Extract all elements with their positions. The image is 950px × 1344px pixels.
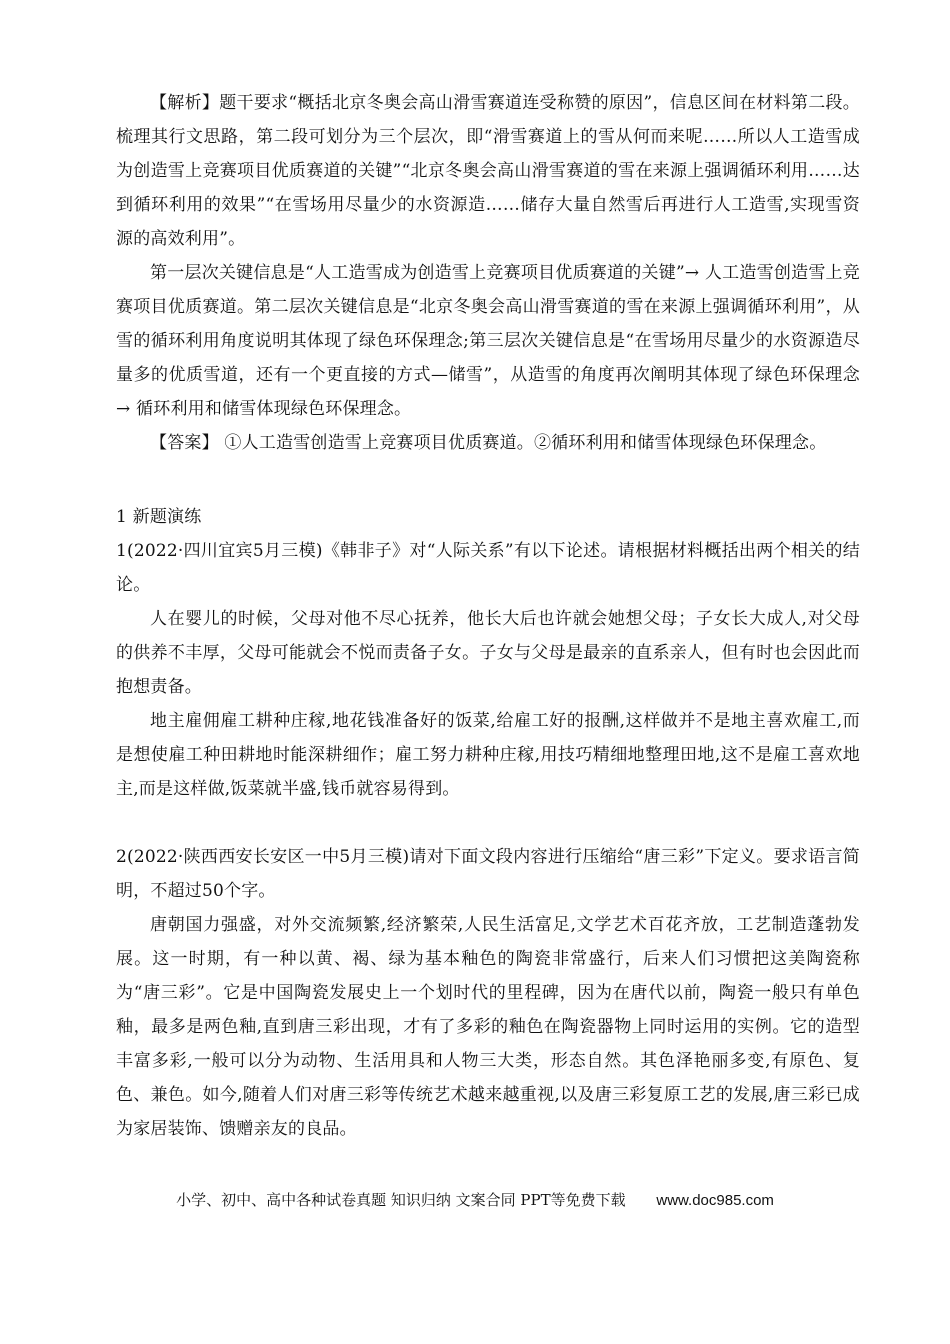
footer-site-link[interactable]: www.doc985.com xyxy=(656,1192,774,1209)
analysis-paragraph: 【解析】题干要求“概括北京冬奥会高山滑雪赛道连受称赞的原因”，信息区间在材料第二段。梳理其行文思路，第二段可划分为三个层次，即“滑雪赛道上的雪从何而来呢……所以人工造雪成为创造雪上竞赛项目优质赛道的关键”“北京冬奥会高山滑雪赛道的雪在来源上强调循环利用……达到循环利用的效果”“在雪场用尽量少的水资源造……储存大量自然雪后再进行人工造雪,实现雪资源的高效利用”。 xyxy=(116,93,860,249)
question-1-material-1: 人在婴儿的时候，父母对他不尽心抚养，他长大后也许就会她想父母；子女长大成人,对父母的供养不丰厚，父母可能就会不悦而责备子女。子女与父母是最亲的直系亲人，但有时也会因此而抱想责备。 xyxy=(116,609,860,697)
question-1-material-2: 地主雇佣雇工耕种庄稼,地花钱准备好的饭菜,给雇工好的报酬,这样做并不是地主喜欢雇工,而是想使雇工种田耕地时能深耕细作；雇工努力耕种庄稼,用技巧精细地整理田地,这不是雇工喜欢地主,而是这样做,饭菜就半盛,钱币就容易得到。 xyxy=(116,711,860,799)
answer-paragraph: 【答案】 ①人工造雪创造雪上竞赛项目优质赛道。②循环利用和储雪体现绿色环保理念。 xyxy=(150,433,827,453)
analysis-layer-paragraph: 第一层次关键信息是“人工造雪成为创造雪上竞赛项目优质赛道的关键”→ 人工造雪创造雪上竞赛项目优质赛道。第二层次关键信息是“北京冬奥会高山滑雪赛道的雪在来源上强调循环利用”，从雪的循环利用角度说明其体现了绿色环保理念;第三层次关键信息是“在雪场用尽量少的水资源造尽量多的优质雪道，还有一个更直接的方式—储雪”，从造雪的角度再次阐明其体现了绿色环保理念→ 循环利用和储雪体现绿色环保理念。 xyxy=(116,263,860,419)
section-gap xyxy=(116,460,860,494)
page-footer xyxy=(0,1188,950,1213)
document-body xyxy=(116,86,860,1146)
question-2-stem: 2(2022·陕西西安长安区一中5月三模)请对下面文段内容进行压缩给“唐三彩”下定义。要求语言简明，不超过50个字。 xyxy=(116,847,860,901)
footer-text: 小学、初中、高中各种试卷真题 知识归纳 文案合同 PPT等免费下载 xyxy=(176,1191,626,1209)
question-2-material: 唐朝国力强盛，对外交流频繁,经济繁荣,人民生活富足,文学艺术百花齐放，工艺制造蓬勃发展。这一时期，有一种以黄、褐、绿为基本釉色的陶瓷非常盛行，后来人们习惯把这美陶瓷称为“唐三彩”。它是中国陶瓷发展史上一个划时代的里程碑，因为在唐代以前，陶瓷一般只有单色釉，最多是两色釉,直到唐三彩出现，才有了多彩的釉色在陶瓷器物上同时运用的实例。它的造型丰富多彩,一般可以分为动物、生活用具和人物三大类，形态自然。其色泽艳丽多变,有原色、复色、兼色。如今,随着人们对唐三彩等传统艺术越来越重视,以及唐三彩复原工艺的发展,唐三彩已成为家居装饰、馈赠亲友的良品。 xyxy=(116,915,860,1139)
question-1-stem: 1(2022·四川宜宾5月三模)《韩非子》对“人际关系”有以下论述。请根据材料概括出两个相关的结论。 xyxy=(116,541,860,595)
section-heading: 1 新题演练 xyxy=(116,507,202,527)
question-gap xyxy=(116,806,860,840)
